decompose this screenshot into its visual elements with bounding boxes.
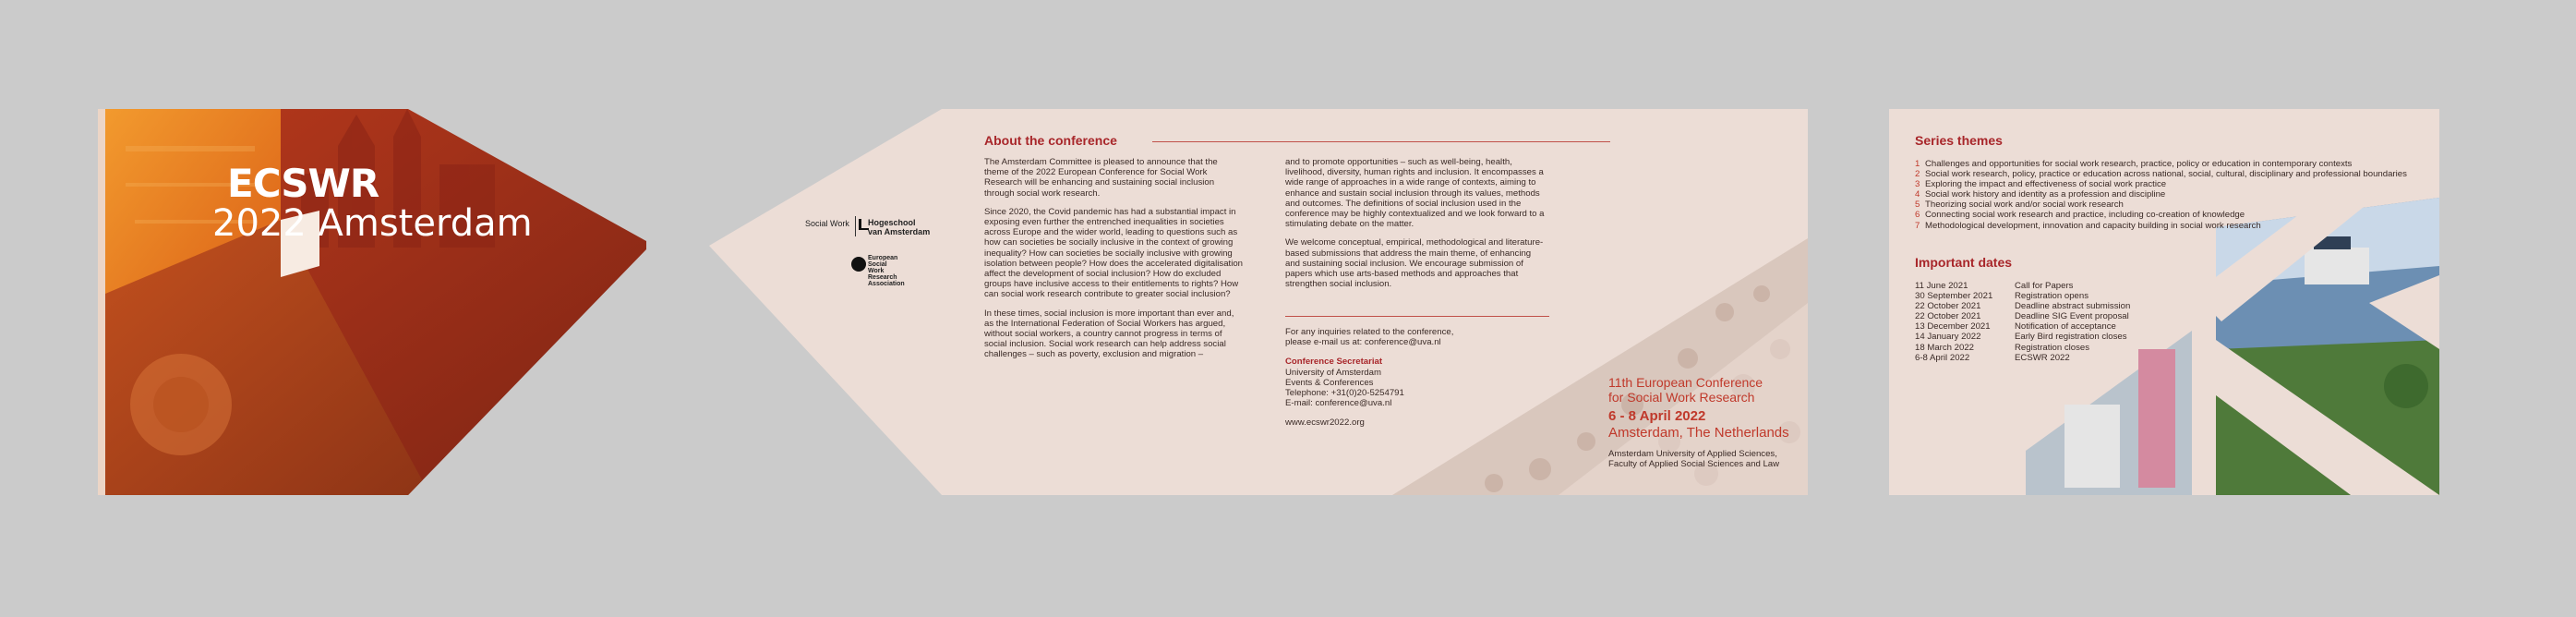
about-paragraph-3: In these times, social inclusion is more important than ever and, as the International Federation of Social Workers has argued, without social workers, a country cannot progress in terms of social inclusion. Social work research can help address social challenges – such as poverty, exclusion and migration – — [984, 308, 1234, 360]
secretariat-email[interactable]: E-mail: conference@uva.nl — [1285, 398, 1392, 409]
website-link[interactable]: www.ecswr2022.org — [1285, 417, 1365, 429]
inquiries-line-2: please e-mail us at: conference@uva.nl — [1285, 337, 1441, 348]
theme-text: Social work history and identity as a profession and discipline — [1925, 189, 2166, 200]
event-cell: Call for Papers — [2015, 281, 2074, 291]
conference-title-line-1: 11th European Conference — [1608, 375, 1763, 390]
organizer-line-2: Faculty of Applied Social Sciences and Law — [1608, 459, 1780, 470]
important-dates-heading: Important dates — [1915, 255, 2013, 270]
theme-item — [1915, 200, 2407, 210]
theme-number: 4 — [1915, 189, 1920, 200]
hogeschool-line-2: van Amsterdam — [868, 227, 931, 236]
contact-rule — [1285, 316, 1549, 317]
eswra-line-5: Association — [868, 281, 905, 287]
about-paragraph-5: We welcome conceptual, empirical, methodological and literature-based submissions that address the main theme, of enhancing and sustaining social inclusion. We encourage submission of papers which use arts-based methods and approaches that strengthen social inclusion. — [1285, 237, 1544, 290]
event-cell: Notification of acceptance — [2015, 321, 2116, 333]
date-cell: 22 October 2021 — [1915, 301, 1981, 312]
eswra-tree-icon — [851, 257, 866, 272]
date-row — [1915, 301, 2130, 311]
theme-item — [1915, 221, 2407, 231]
theme-item — [1915, 210, 2407, 220]
theme-number: 2 — [1915, 169, 1920, 180]
hogeschool-logo — [868, 218, 930, 236]
date-row — [1915, 321, 2130, 332]
date-cell: 30 September 2021 — [1915, 291, 1993, 302]
contact-block — [1285, 327, 1553, 429]
event-cell: Early Bird registration closes — [2015, 332, 2127, 343]
event-cell: Registration opens — [2015, 291, 2088, 302]
theme-text: Connecting social work research and practice, including co-creation of knowledge — [1925, 210, 2245, 221]
secretariat-heading: Conference Secretariat — [1285, 357, 1383, 368]
cover-subtitle: 2022 Amsterdam — [212, 202, 533, 245]
date-row — [1915, 281, 2130, 291]
event-cell: Deadline SIG Event proposal — [2015, 311, 2129, 322]
about-paragraph-1: The Amsterdam Committee is pleased to announce that the theme of the 2022 European Conference for Social Work Research will be enhancing and sustaining social inclusion through social work research. — [984, 157, 1218, 199]
date-row — [1915, 353, 2130, 363]
series-themes-list — [1915, 159, 2407, 231]
date-cell: 18 March 2022 — [1915, 342, 1974, 353]
date-row — [1915, 332, 2130, 342]
cover-panel — [98, 109, 646, 495]
theme-text: Social work research, policy, practice or education across national, social, cultural, disciplinary and professional boundaries — [1925, 169, 2407, 180]
about-rule — [1152, 141, 1610, 142]
theme-item — [1915, 189, 2407, 200]
back-panel — [1889, 109, 2439, 495]
secretariat-phone: Telephone: +31(0)20-5254791 — [1285, 388, 1404, 399]
eswra-line-4: Research — [868, 274, 897, 281]
event-cell: Deadline abstract submission — [2015, 301, 2131, 312]
conference-place: Amsterdam, The Netherlands — [1608, 425, 1789, 441]
theme-text: Challenges and opportunities for social work research, practice, policy or education in contemporary contexts — [1925, 159, 2353, 169]
about-heading: About the conference — [984, 133, 1117, 148]
theme-item — [1915, 179, 2407, 189]
hogeschool-line-1: Hogeschool — [868, 218, 916, 227]
theme-item — [1915, 159, 2407, 169]
theme-text: Theorizing social work and/or social work research — [1925, 200, 2124, 211]
theme-number: 1 — [1915, 159, 1920, 169]
series-themes-heading: Series themes — [1915, 133, 2003, 148]
cover-title — [212, 161, 533, 245]
theme-number: 3 — [1915, 179, 1920, 190]
eswra-line-3: Work — [868, 268, 885, 274]
theme-number: 6 — [1915, 210, 1920, 221]
about-paragraph-4: and to promote opportunities – such as well-being, health, livelihood, diversity, human rights and inclusion. It encompasses a wide range of approaches in a wide range of contexts, aiming to enhance and sustain social inclusion through its values, methods and outcomes. The definitions of social inclusion used in the conference may be highly contextualized and we look forward to a stimulating debate on the matter. — [1285, 157, 1545, 230]
logo-divider — [855, 216, 856, 236]
conference-title — [1608, 375, 1763, 405]
conference-organizers — [1608, 449, 1779, 469]
eswra-line-1: European — [868, 255, 898, 261]
date-row — [1915, 311, 2130, 321]
about-column-2 — [1285, 157, 1547, 297]
social-work-label: Social Work — [805, 219, 849, 228]
conference-date-place — [1608, 408, 1789, 442]
date-row — [1915, 291, 2130, 301]
about-paragraph-2: Since 2020, the Covid pandemic has had a substantial impact in exposing even further the entrenched inequalities in societies across Europe and the wider world, leading to questions such as how can societies be socially inclusive in the context of growing inequality? How can societies be socially inclusive with growing isolation between people? How does the accelerated digitalisation affect the development of social inclusion? How do excluded groups have inclusive access to their entitlements to rights? How can social work research contribute to greater social inclusion? — [984, 206, 1244, 300]
eswra-line-2: Social — [868, 261, 887, 268]
theme-number: 5 — [1915, 200, 1920, 211]
cover-title-ecswr: ECSWR — [227, 161, 379, 206]
theme-text: Methodological development, innovation and capacity building in social work research — [1925, 220, 2261, 231]
date-cell: 11 June 2021 — [1915, 281, 1968, 291]
date-cell: 13 December 2021 — [1915, 321, 1991, 333]
about-column-1 — [984, 157, 1245, 369]
date-cell: 14 January 2022 — [1915, 332, 1981, 343]
secretariat-line-1: University of Amsterdam — [1285, 367, 1381, 378]
conference-date: 6 - 8 April 2022 — [1608, 408, 1706, 424]
theme-text: Exploring the impact and effectiveness of social work practice — [1925, 179, 2167, 190]
date-row — [1915, 343, 2130, 353]
inside-panel — [709, 109, 1808, 495]
organizer-line-1: Amsterdam University of Applied Sciences, — [1608, 449, 1777, 459]
secretariat-line-2: Events & Conferences — [1285, 377, 1374, 388]
date-cell: 22 October 2021 — [1915, 311, 1981, 322]
important-dates-table — [1915, 281, 2130, 363]
event-cell: Registration closes — [2015, 342, 2090, 353]
date-cell: 6-8 April 2022 — [1915, 352, 1970, 363]
event-cell: ECSWR 2022 — [2015, 352, 2070, 363]
conference-title-line-2: for Social Work Research — [1608, 390, 1755, 405]
eswra-logo — [868, 255, 923, 287]
theme-number: 7 — [1915, 220, 1920, 231]
inquiries-line-1: For any inquiries related to the conference, — [1285, 327, 1454, 337]
theme-item — [1915, 169, 2407, 179]
